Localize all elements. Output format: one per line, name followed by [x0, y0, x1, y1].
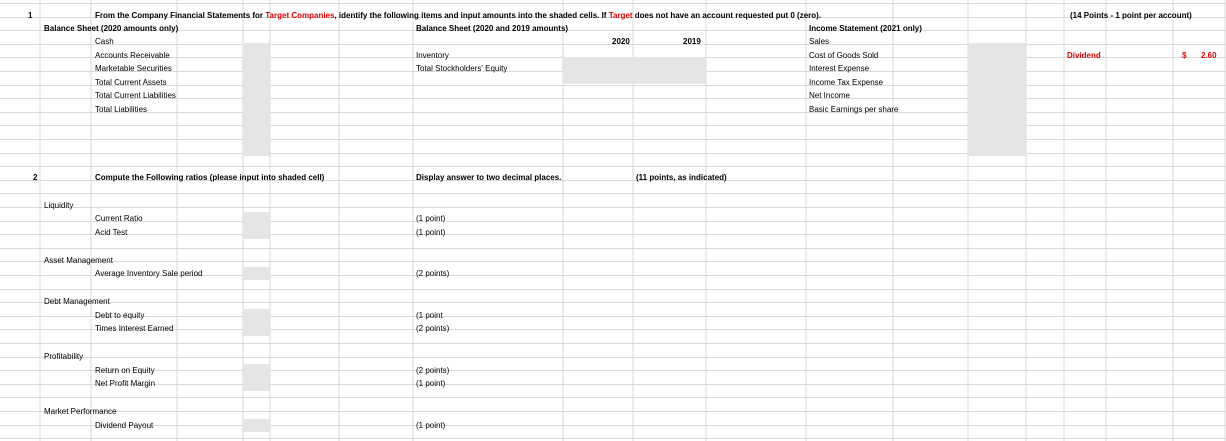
points-times-interest-earned: (2 points) [416, 324, 450, 333]
company-name: Target Companies [265, 11, 335, 20]
ratio-net-profit-margin: Net Profit Margin [95, 379, 156, 388]
section-profitability: Profitability [44, 352, 84, 361]
bs1-item-accounts-receivable: Accounts Receivable [95, 51, 170, 60]
ratio-avg-inventory-sale-period: Average Inventory Sale period [95, 269, 203, 278]
bs2-item-inventory: Inventory [416, 51, 449, 60]
is-item-interest-expense: Interest Expense [809, 64, 870, 73]
question-1-instruction [95, 9, 821, 22]
points-dividend-payout: (1 point) [416, 421, 446, 430]
dividend-currency: $ [1182, 51, 1187, 60]
points-net-profit-margin: (1 point) [416, 379, 446, 388]
year-2019-header: 2019 [683, 37, 701, 46]
ratio-dividend-payout: Dividend Payout [95, 421, 154, 430]
balance-sheet-2020-2019-title: Balance Sheet (2020 and 2019 amounts) [416, 24, 569, 33]
instruction-text: From the Company Financial Statements for [95, 11, 266, 20]
dividend-label: Dividend [1067, 51, 1101, 60]
is-item-sales: Sales [809, 37, 830, 46]
bs1-item-marketable-securities: Marketable Securities [95, 64, 172, 73]
section-market-performance: Market Performance [44, 407, 117, 416]
question-2-points: (11 points, as indicated) [636, 173, 727, 182]
debt-management-input-cells[interactable] [243, 309, 270, 336]
ratio-current-ratio: Current Ratio [95, 214, 143, 223]
liquidity-input-cells[interactable] [243, 212, 270, 239]
bs2-item-total-stockholders-equity: Total Stockholders' Equity [416, 64, 508, 73]
is-item-income-tax-expense: Income Tax Expense [809, 78, 884, 87]
bs1-item-total-current-liabilities: Total Current Liabilities [95, 91, 176, 100]
points-current-ratio: (1 point) [416, 214, 446, 223]
is-item-net-income: Net Income [809, 91, 850, 100]
points-debt-to-equity: (1 point [416, 311, 443, 320]
instruction-text: , identify the following items and input amounts into the shaded cells. If [334, 11, 609, 20]
income-statement-title: Income Statement (2021 only) [809, 24, 922, 33]
instruction-text: does not have an account requested put 0 (zero). [632, 11, 822, 20]
question-1-number: 1 [28, 11, 33, 20]
ratio-times-interest-earned: Times Interest Earned [95, 324, 174, 333]
points-avg-inventory-sale-period: (2 points) [416, 269, 450, 278]
year-2020-header: 2020 [612, 37, 630, 46]
bs2-input-cells[interactable] [563, 57, 706, 84]
section-asset-management: Asset Management [44, 256, 113, 265]
points-acid-test: (1 point) [416, 228, 446, 237]
bs1-item-total-current-assets: Total Current Assets [95, 78, 167, 87]
target-name: Target [608, 11, 633, 20]
display-decimal-note: Display answer to two decimal places. [416, 173, 562, 182]
is-input-cells[interactable] [968, 43, 1026, 156]
dividend-amount: 2.60 [1201, 51, 1217, 60]
question-2-number: 2 [33, 173, 38, 182]
question-1-points: (14 Points - 1 point per account) [1070, 11, 1192, 20]
bs1-item-total-liabilities: Total Liabilities [95, 105, 148, 114]
section-debt-management: Debt Management [44, 297, 110, 306]
asset-management-input-cell[interactable] [243, 267, 270, 280]
points-return-on-equity: (2 points) [416, 366, 450, 375]
profitability-input-cells[interactable] [243, 364, 270, 391]
question-2-instruction: Compute the Following ratios (please input into shaded cell) [95, 173, 325, 182]
is-item-cost-of-goods-sold: Cost of Goods Sold [809, 51, 879, 60]
ratio-return-on-equity: Return on Equity [95, 366, 155, 375]
ratio-debt-to-equity: Debt to equity [95, 311, 145, 320]
ratio-acid-test: Acid Test [95, 228, 128, 237]
market-performance-input-cell[interactable] [243, 419, 270, 432]
bs1-item-cash: Cash [95, 37, 114, 46]
bs1-input-cells[interactable] [243, 43, 270, 156]
is-item-basic-eps: Basic Earnings per share [809, 105, 899, 114]
balance-sheet-2020-title: Balance Sheet (2020 amounts only) [44, 24, 179, 33]
section-liquidity: Liquidity [44, 201, 74, 210]
